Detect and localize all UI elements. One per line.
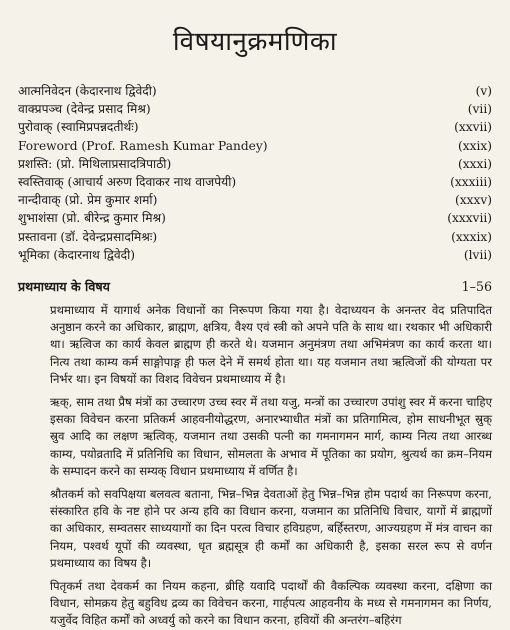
page-title: विषयानुक्रमणिका	[172, 27, 338, 57]
toc-page-number: (xxxiii)	[450, 175, 492, 190]
toc-label: प्रशस्ति: (प्रो. मिथिलाप्रसादत्रिपाठी)	[18, 156, 172, 171]
table-of-contents	[18, 82, 492, 264]
toc-row	[18, 209, 492, 227]
section-heading: प्रथमाध्याय के विषय	[18, 279, 110, 295]
toc-row	[18, 246, 492, 264]
toc-label: आत्मनिवेदन (केदारनाथ द्विवेदी)	[18, 84, 157, 98]
toc-page-number: (xxxv)	[454, 193, 492, 208]
toc-row	[18, 191, 492, 209]
toc-label: भूमिका (केदारनाथ द्विवेदी)	[18, 247, 136, 262]
toc-label: नान्दीवाक् (प्रो. प्रेम कुमार शर्मा)	[18, 193, 158, 208]
section-heading-row	[18, 278, 492, 296]
toc-row	[18, 137, 492, 155]
toc-row	[18, 82, 492, 100]
toc-page-number: (xxvii)	[454, 120, 492, 135]
toc-page-number: (v)	[475, 84, 492, 98]
toc-page-number: (vii)	[467, 102, 492, 117]
toc-label: प्रस्तावना (डॉ. देवेन्द्रप्रसादमिश्रः)	[18, 229, 158, 244]
toc-row	[18, 118, 492, 136]
toc-label: शुभाशंसा (प्रो. बीरेन्द्र कुमार मिश्र)	[18, 211, 166, 226]
body-paragraph: पितृकर्म तथा देवकर्म का नियम कहना, ब्रीहि यवादि पदार्थों की वैकल्पिक व्यवस्था करना, दक्षिणा का विधान, सोमक्रय हेतु बहुविध द्रव्य का विवेचन करना, गार्हपत्य आहवनीय के मध्य से गमनागमन का निर्णय, यजुर्वेद विहित कर्मों को अध्वर्यु को करने का विधान करना, हवियों की अन्तरंग–बहिरंग	[50, 579, 492, 628]
toc-label: Foreword (Prof. Ramesh Kumar Pandey)	[18, 138, 268, 153]
toc-page-number: (xxxix)	[451, 229, 492, 244]
toc-page-number: (lvii)	[463, 247, 492, 262]
body-paragraph: ऋक्, साम तथा प्रैष मंत्रों का उच्चारण उच्च स्वर में तथा यजु, मन्त्रों का उच्चारण उपांशु स्वर में करना चाहिए इसका विवेचन करना प्रतिकर्म आहवनीयोद्धरण, अनारभ्याधीत मंत्रों का प्रतिगामित्व, होम साधनीभूत स्रुक् स्रुव आदि का लक्षण ऋत्विक्, यजमान तथा उसकी पत्नी का गमनागमन मार्ग, काम्य नित्य तथा आरब्ध काम्य, पयोव्रतादि में प्रतिनिधि का विधान, सोमलता के अभाव में पूतिका का प्रयोग, श्रुत्यर्थ का क्रम–नियम के सम्पादन करने का सम्यक् विधान प्रथमाध्याय में वर्णित है।	[50, 395, 492, 478]
toc-row	[18, 100, 492, 118]
toc-page-number: (xxxvii)	[447, 211, 492, 226]
toc-label: स्वस्तिवाक् (आचार्य अरुण दिवाकर नाथ वाजपेयी)	[18, 175, 237, 190]
section-page-range: 1–56	[461, 279, 492, 295]
body-paragraph: प्रथमाध्याय में यागार्थ अनेक विधानों का निरूपण किया गया है। वेदाध्ययन के अनन्तर वेद प्रतिपादित अनुष्ठान करने का अधिकार, ब्राह्मण, क्षत्रिय, वैश्य एवं स्त्री को अपने पति के साथ था। रथकार भी अधिकारी था। ऋत्विज का कार्य केवल ब्राह्मण ही करते थे। यजमान अनुमंत्रण तथा अभिमंत्रण का कार्य करता था। नित्य तथा काम्य कर्म साङ्गोपाङ्ग ही फल देने में समर्थ होता था। यह यजमान तथा ऋत्विजों की योग्यता पर निर्भर था। इन विषयों का विशद विवेचन प्रथमाध्याय में है।	[50, 303, 492, 386]
toc-row	[18, 228, 492, 246]
toc-row	[18, 173, 492, 191]
toc-label: वाक्प्रपञ्च (देवेन्द्र प्रसाद मिश्र)	[18, 102, 151, 117]
toc-page-number: (xxxi)	[457, 156, 492, 171]
toc-row	[18, 155, 492, 173]
toc-page-number: (xxix)	[457, 138, 492, 153]
body-paragraph: श्रौतकर्म को सवपिक्षया बलवत्व बताना, भिन्न–भिन्न देवताओं हेतु भिन्न–भिन्न होम पदार्थ का निरूपण करना, संस्कारित हवि के नष्ट होने पर अन्य हवि का विधान करना, यजमान का प्रतिनिधि विचार, यागों में ब्राह्मणों का अधिकार, सम्वतसर साध्ययागों का दिन परत्व विचार हविग्रहण, बर्हिस्तरण, आज्यग्रहण में मंत्र वाचन का नियम, पश्वर्थ यूपों की व्यवस्था, धृत ब्रह्मसूत्र ही कर्मों का अधिकारी है, इसका सरल रूप से वर्णन प्रथमाध्याय का विषय है।	[50, 487, 492, 570]
toc-label: पुरोवाक् (स्वामिप्रपन्नदतीर्थः)	[18, 120, 139, 135]
section-body	[18, 302, 492, 630]
